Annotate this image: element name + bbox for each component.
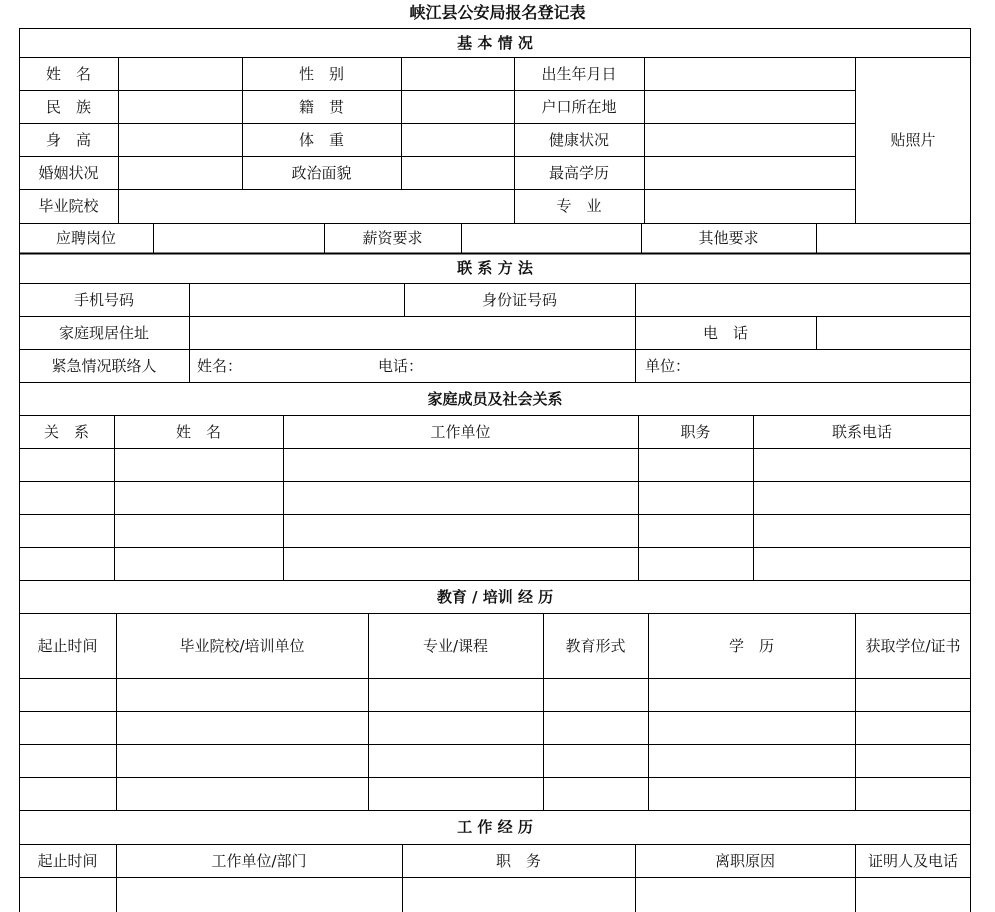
label-height: 身 高 xyxy=(45,130,91,149)
field-emergency-unit[interactable]: 单位： xyxy=(645,356,691,375)
work-col-reference: 证明人及电话 xyxy=(867,851,958,870)
field-health[interactable] xyxy=(644,123,855,156)
work-col-employer: 工作单位/部门 xyxy=(211,851,307,870)
field-hukou[interactable] xyxy=(644,90,855,123)
label-hukou: 户口所在地 xyxy=(541,97,617,116)
work-col-post: 职 务 xyxy=(495,851,541,870)
section-basic-info: 基 本 情 况 xyxy=(457,33,533,52)
label-gender: 性 别 xyxy=(298,64,344,83)
field-marital-status[interactable] xyxy=(118,156,242,189)
label-weight: 体 重 xyxy=(298,130,344,149)
label-graduate-school: 毕业院校 xyxy=(38,197,99,215)
field-weight[interactable] xyxy=(401,123,514,156)
work-col-leave-reason: 离职原因 xyxy=(714,851,775,870)
field-political-status[interactable] xyxy=(401,156,514,189)
edu-col-course: 专业/课程 xyxy=(422,636,489,655)
field-ethnicity[interactable] xyxy=(118,90,242,123)
label-health: 健康状况 xyxy=(548,130,609,149)
section-work: 工 作 经 历 xyxy=(457,818,533,836)
label-home-address: 家庭现居住址 xyxy=(58,323,149,342)
section-family: 家庭成员及社会关系 xyxy=(427,389,563,408)
family-col-relation: 关 系 xyxy=(43,422,89,441)
edu-col-school: 毕业院校/培训单位 xyxy=(179,636,305,655)
family-col-workplace: 工作单位 xyxy=(430,422,491,441)
family-col-post: 职务 xyxy=(680,422,711,441)
family-col-contact-phone: 联系电话 xyxy=(831,422,892,441)
label-marital-status: 婚姻状况 xyxy=(38,163,99,182)
field-height[interactable] xyxy=(118,123,242,156)
field-emergency-name[interactable]: 姓名： xyxy=(197,356,243,375)
label-major: 专 业 xyxy=(556,197,602,215)
field-birth-date[interactable] xyxy=(644,57,855,90)
label-id-number: 身份证号码 xyxy=(481,290,557,309)
photo-placeholder[interactable]: 贴照片 xyxy=(890,131,936,149)
label-applied-position: 应聘岗位 xyxy=(55,229,116,247)
label-phone: 电 话 xyxy=(702,323,748,342)
label-birth-date: 出生年月日 xyxy=(541,64,617,83)
label-other-requirements: 其他要求 xyxy=(698,229,759,247)
field-id-number[interactable] xyxy=(635,283,971,316)
field-other-requirements[interactable] xyxy=(816,223,971,253)
label-salary-requirement: 薪资要求 xyxy=(362,229,423,247)
section-education: 教育 / 培训 经 历 xyxy=(436,587,554,606)
field-phone[interactable] xyxy=(816,316,971,349)
field-name[interactable] xyxy=(118,57,242,90)
label-emergency-contact: 紧急情况联络人 xyxy=(51,356,157,375)
label-ethnicity: 民 族 xyxy=(45,97,91,116)
edu-col-form: 教育形式 xyxy=(565,636,626,655)
field-emergency-phone[interactable]: 电话： xyxy=(378,356,424,375)
edu-col-period: 起止时间 xyxy=(37,636,98,655)
label-native-place: 籍 贯 xyxy=(298,97,344,116)
field-home-address[interactable] xyxy=(189,316,635,349)
field-graduate-school[interactable] xyxy=(118,189,514,223)
work-col-period: 起止时间 xyxy=(37,851,98,870)
form-title: 峡江县公安局报名登记表 xyxy=(409,3,586,22)
family-col-name: 姓 名 xyxy=(175,422,221,441)
field-major[interactable] xyxy=(644,189,855,223)
label-mobile: 手机号码 xyxy=(73,290,134,309)
label-political-status: 政治面貌 xyxy=(291,163,352,182)
edu-col-certificate: 获取学位/证书 xyxy=(865,636,961,655)
field-mobile[interactable] xyxy=(189,283,404,316)
label-highest-education: 最高学历 xyxy=(548,163,609,182)
section-contact: 联 系 方 法 xyxy=(457,259,533,277)
field-native-place[interactable] xyxy=(401,90,514,123)
field-gender[interactable] xyxy=(401,57,514,90)
edu-col-degree-level: 学 历 xyxy=(728,636,774,655)
registration-form-table xyxy=(19,28,971,912)
field-highest-education[interactable] xyxy=(644,156,855,189)
field-applied-position[interactable] xyxy=(153,223,324,253)
field-salary-requirement[interactable] xyxy=(461,223,641,253)
label-name: 姓 名 xyxy=(45,64,91,83)
